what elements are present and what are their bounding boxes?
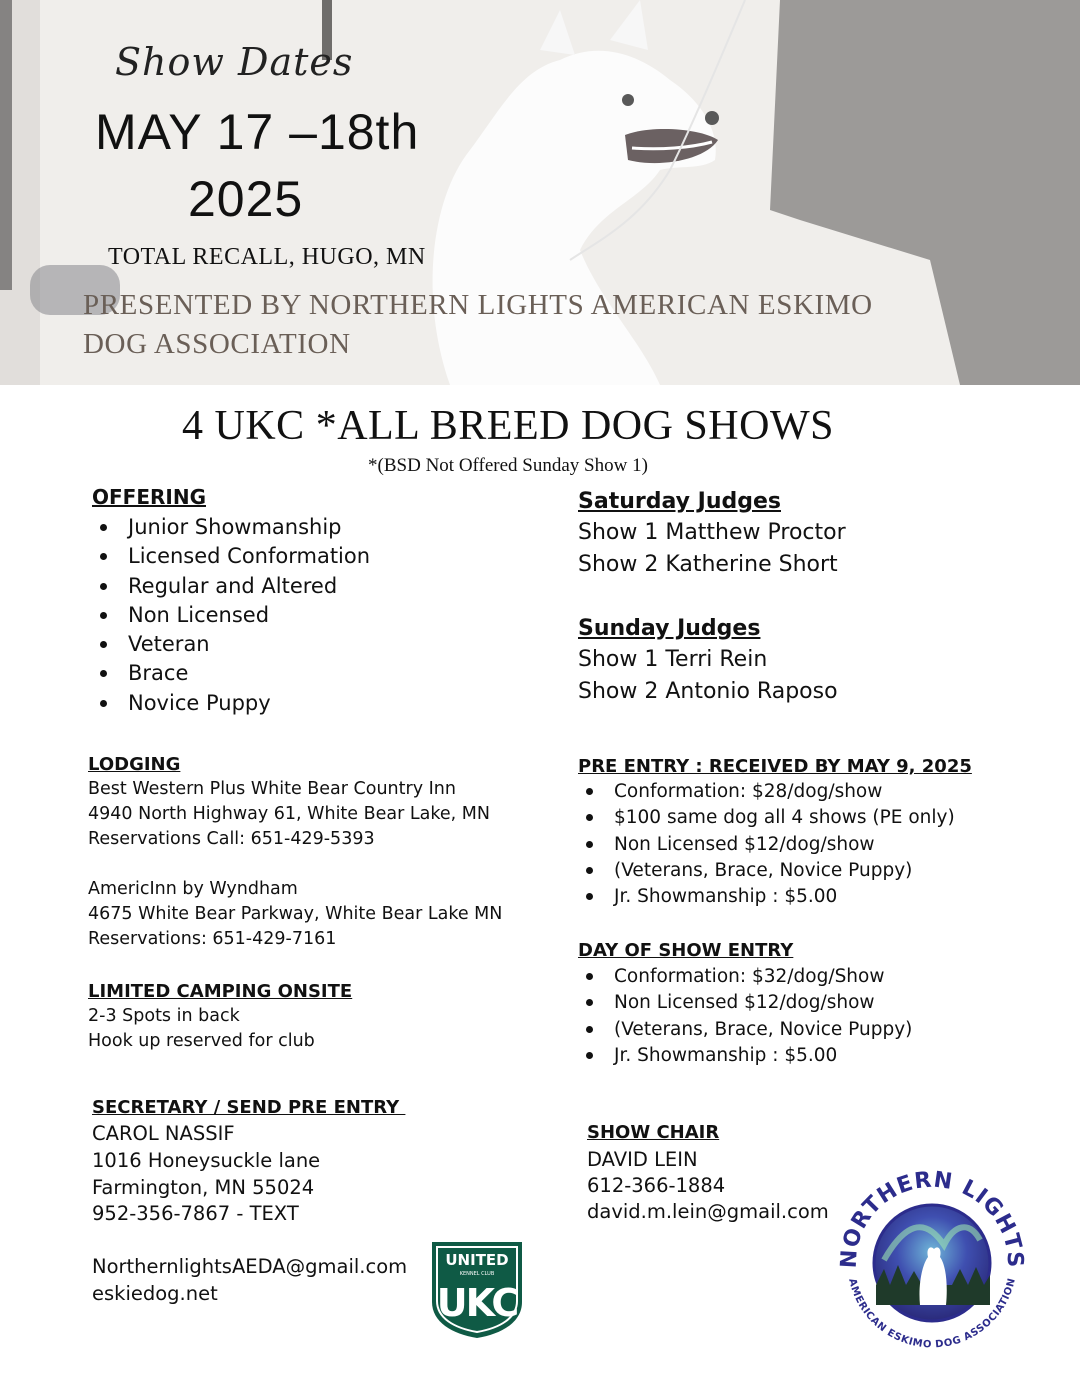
hotel2-address: 4675 White Bear Parkway, White Bear Lake MN xyxy=(88,904,503,924)
ukc-logo-top: UNITED xyxy=(445,1251,509,1269)
show-chair-email-link[interactable]: david.m.lein@gmail.com xyxy=(587,1200,829,1223)
secretary-street: 1016 Honeysuckle lane xyxy=(92,1149,321,1172)
list-item: Jr. Showmanship : $5.00 xyxy=(578,884,955,910)
show-chair-name: DAVID LEIN xyxy=(587,1148,698,1171)
hotel1-phone: Reservations Call: 651-429-5393 xyxy=(88,829,375,849)
offering-title: OFFERING xyxy=(92,485,206,509)
presented-by: PRESENTED BY NORTHERN LIGHTS AMERICAN ESKIMO DOG ASSOCIATION xyxy=(83,289,873,360)
lodging-title: LODGING xyxy=(88,754,181,775)
list-item: Veteran xyxy=(92,630,370,659)
show-year: 2025 xyxy=(188,171,304,227)
day-of-show-title: DAY OF SHOW ENTRY xyxy=(578,940,794,961)
ukc-logo-small: KENNEL CLUB xyxy=(459,1271,495,1277)
club-logo xyxy=(834,1165,1030,1361)
list-item: (Veterans, Brace, Novice Puppy) xyxy=(578,858,955,884)
club-logo-bottom: AMERICAN ESKIMO DOG ASSOCIATION xyxy=(846,1277,1018,1351)
venue: TOTAL RECALL, HUGO, MN xyxy=(108,244,426,270)
list-item: Brace xyxy=(92,659,370,688)
list-item: Licensed Conformation xyxy=(92,542,370,571)
list-item: Non Licensed xyxy=(92,601,370,630)
website-link[interactable]: eskiedog.net xyxy=(92,1282,218,1305)
subnote: *(BSD Not Offered Sunday Show 1) xyxy=(368,455,648,476)
sunday-judge-1: Show 1 Terri Rein xyxy=(578,647,768,672)
saturday-judge-1: Show 1 Matthew Proctor xyxy=(578,520,846,545)
saturday-judges-title: Saturday Judges xyxy=(578,489,781,514)
list-item: Jr. Showmanship : $5.00 xyxy=(578,1043,912,1069)
pre-entry-title: PRE ENTRY : RECEIVED BY MAY 9, 2025 xyxy=(578,756,972,777)
headline: 4 UKC *ALL BREED DOG SHOWS xyxy=(182,403,834,449)
club-logo-top: NORTHERN LIGHTS xyxy=(836,1167,1028,1269)
secretary-phone: 952-356-7867 - TEXT xyxy=(92,1202,299,1225)
secretary-name: CAROL NASSIF xyxy=(92,1122,235,1145)
hero-banner xyxy=(0,0,1080,385)
secretary-city: Farmington, MN 55024 xyxy=(92,1176,315,1199)
camping-line-2: Hook up reserved for club xyxy=(88,1031,315,1051)
club-email-link[interactable]: NorthernlightsAEDA@gmail.com xyxy=(92,1255,408,1278)
list-item: Junior Showmanship xyxy=(92,513,370,542)
list-item: Conformation: $28/dog/show xyxy=(578,779,955,805)
saturday-judge-2: Show 2 Katherine Short xyxy=(578,552,838,577)
list-item: Novice Puppy xyxy=(92,689,370,718)
show-dates-title: Show Dates xyxy=(115,40,354,84)
show-chair-title: SHOW CHAIR xyxy=(587,1122,720,1143)
show-chair-phone: 612-366-1884 xyxy=(587,1174,726,1197)
pre-entry-list xyxy=(578,779,955,910)
camping-title: LIMITED CAMPING ONSITE xyxy=(88,981,353,1002)
list-item: Conformation: $32/dog/Show xyxy=(578,964,912,990)
list-item: Regular and Altered xyxy=(92,572,370,601)
day-of-show-list xyxy=(578,964,912,1069)
hotel2-phone: Reservations: 651-429-7161 xyxy=(88,929,337,949)
sunday-judge-2: Show 2 Antonio Raposo xyxy=(578,679,838,704)
hotel1-name: Best Western Plus White Bear Country Inn xyxy=(88,779,456,799)
hotel2-name: AmericInn by Wyndham xyxy=(88,879,298,899)
hotel1-address: 4940 North Highway 61, White Bear Lake, MN xyxy=(88,804,490,824)
list-item: (Veterans, Brace, Novice Puppy) xyxy=(578,1017,912,1043)
show-date-range: MAY 17 –18th xyxy=(95,104,420,160)
offering-list xyxy=(92,513,370,718)
list-item: Non Licensed $12/dog/show xyxy=(578,990,912,1016)
ukc-logo xyxy=(430,1240,524,1340)
list-item: $100 same dog all 4 shows (PE only) xyxy=(578,805,955,831)
sunday-judges-title: Sunday Judges xyxy=(578,616,761,641)
ukc-logo-letters: UKC xyxy=(436,1281,518,1325)
secretary-title: SECRETARY / SEND PRE ENTRY xyxy=(92,1097,406,1118)
list-item: Non Licensed $12/dog/show xyxy=(578,832,955,858)
camping-line-1: 2-3 Spots in back xyxy=(88,1006,240,1026)
